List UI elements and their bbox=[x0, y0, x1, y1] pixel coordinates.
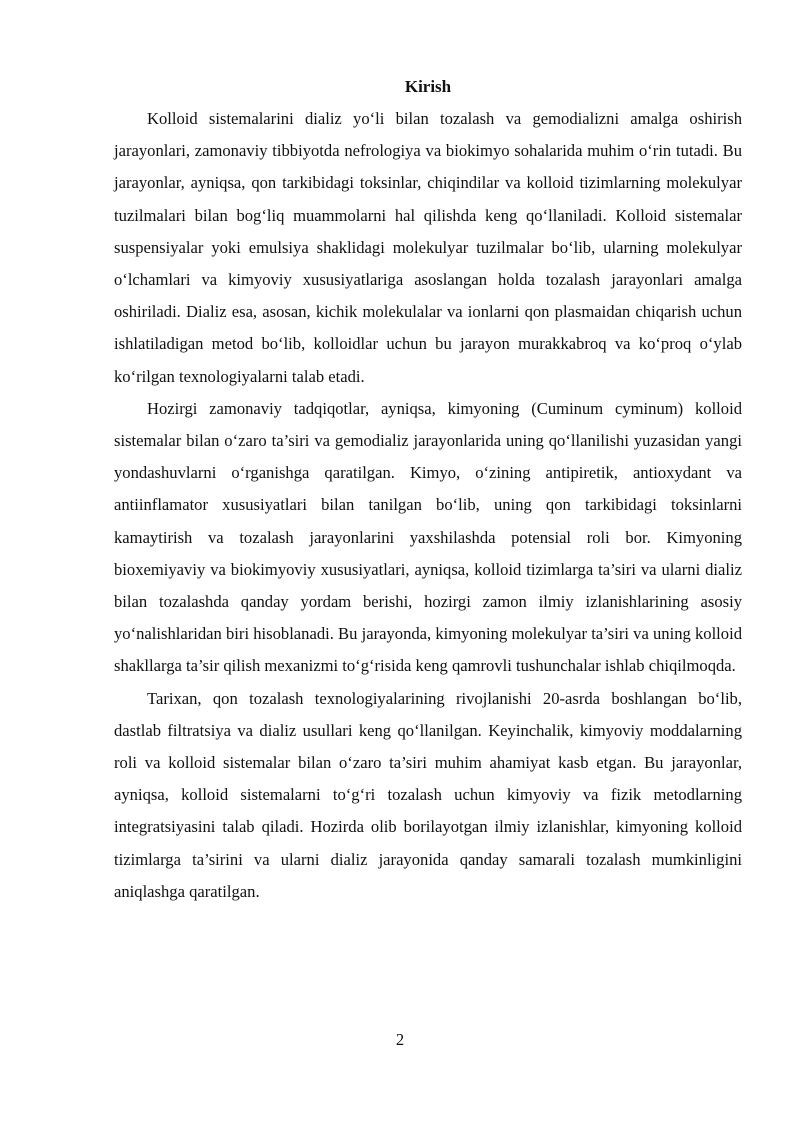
paragraph-1: Kolloid sistemalarini dializ yo‘li bilan tozalash va gemodializni amalga oshirish jarayonlari, zamonaviy tibbiyotda nefrologiya va biokimyo sohalarida muhim o‘rin tutadi. Bu jarayonlar, ayniqsa, qon tarkibidagi toksinlar, chiqindilar va kolloid tizimlarning molekulyar tuzilmalari bilan bog‘liq muammolarni hal qilishda keng qo‘llaniladi. Kolloid sistemalar suspensiyalar yoki emulsiya shaklidagi molekulyar tuzilmalar bo‘lib, ularning molekulyar o‘lchamlari va kimyoviy xususiyatlariga asoslangan holda tozalash jarayonlari amalga oshiriladi. Dializ esa, asosan, kichik molekulalar va ionlarni qon plasmaidan chiqarish uchun ishlatiladigan metod bo‘lib, kolloidlar uchun bu jarayon murakkabroq va ko‘proq o‘ylab ko‘rilgan texnologiyalarni talab etadi. bbox=[114, 109, 742, 386]
page-number: 2 bbox=[395, 1030, 405, 1049]
paragraph-2: Hozirgi zamonaviy tadqiqotlar, ayniqsa, kimyoning (Cuminum cyminum) kolloid sistemalar bilan o‘zaro ta’siri va gemodializ jarayonlarida uning qo‘llanilishi yuzasidan yangi yondashuvlarni o‘rganishga qaratilgan. Kimyo, o‘zining antipiretik, antioxydant va antiinflamator xususiyatlari bilan tanilgan bo‘lib, uning qon tarkibidagi toksinlarni kamaytirish va tozalash jarayonlarini yaxshilashda potensial roli bor. Kimyoning bioxemiyaviy va biokimyoviy xususiyatlari, ayniqsa, kolloid tizimlarga ta’siri va ularni dializ bilan tozalashda qanday yordam berishi, hozirgi zamon ilmiy izlanishlarining asosiy yo‘nalishlaridan biri hisoblanadi. Bu jarayonda, kimyoning molekulyar ta’siri va uning kolloid shakllarga ta’sir qilish mexanizmi to‘g‘risida keng qamrovli tushunchalar ishlab chiqilmoqda. bbox=[114, 398, 742, 676]
section-heading: Kirish bbox=[404, 77, 452, 96]
document-page bbox=[114, 74, 742, 908]
paragraph-3: Tarixan, qon tozalash texnologiyalarining rivojlanishi 20-asrda boshlangan bo‘lib, dastlab filtratsiya va dializ usullari keng qo‘llanilgan. Keyinchalik, kimyoviy moddalarning roli va kolloid sistemalar bilan o‘zaro ta’siri muhim ahamiyat kasb etgan. Bu jarayonlar, ayniqsa, kolloid sistemalarni to‘g‘ri tozalash uchun kimyoviy va fizik metodlarning integratsiyasini talab qiladi. Hozirda olib borilayotgan ilmiy izlanishlar, kimyoning kolloid tizimlarga ta’sirini va ularni dializ jarayonida qanday samarali tozalash mumkinligini aniqlashga qaratilgan. bbox=[114, 688, 742, 901]
